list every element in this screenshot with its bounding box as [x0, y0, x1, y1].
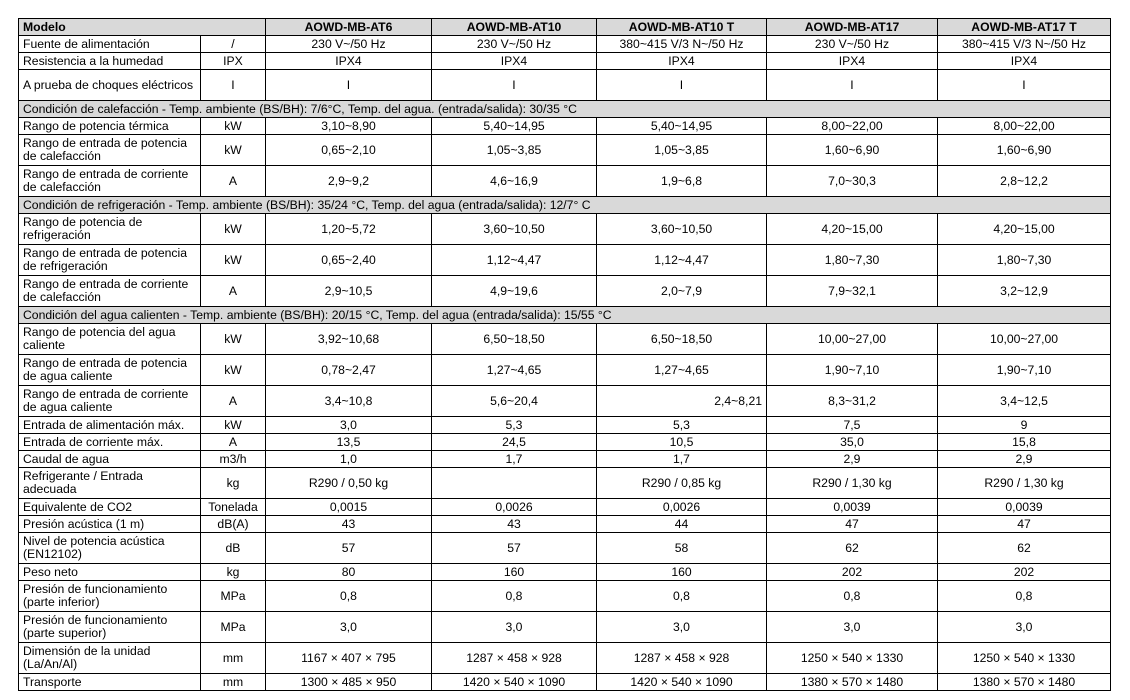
cell-value: 3,4~10,8 — [266, 386, 432, 417]
row-unit: kg — [201, 468, 266, 499]
cell-value: 8,3~31,2 — [767, 386, 938, 417]
model-header: AOWD-MB-AT17 — [767, 19, 938, 36]
row-label: Rango de potencia del agua caliente — [19, 324, 201, 355]
row-unit: kW — [201, 118, 266, 135]
header-row — [19, 19, 1111, 36]
table-row — [19, 355, 1111, 386]
row-label: Equivalente de CO2 — [19, 499, 201, 516]
cell-value: 1,60~6,90 — [767, 135, 938, 166]
row-unit: mm — [201, 674, 266, 691]
cell-value: 1380 × 570 × 1480 — [767, 674, 938, 691]
section-header-row — [19, 101, 1111, 118]
row-unit: dB — [201, 533, 266, 564]
row-label: Caudal de agua — [19, 451, 201, 468]
cell-value — [432, 468, 597, 499]
table-row — [19, 214, 1111, 245]
cell-value: 57 — [266, 533, 432, 564]
cell-value: 24,5 — [432, 434, 597, 451]
cell-value: 1,80~7,30 — [938, 245, 1111, 276]
cell-value: 380~415 V/3 N~/50 Hz — [938, 36, 1111, 53]
row-unit: IPX — [201, 53, 266, 70]
cell-value: 62 — [767, 533, 938, 564]
cell-value: 1,12~4,47 — [597, 245, 767, 276]
cell-value: 3,0 — [767, 612, 938, 643]
cell-value: 5,40~14,95 — [432, 118, 597, 135]
cell-value: 0,8 — [432, 581, 597, 612]
cell-value: 10,5 — [597, 434, 767, 451]
row-label: Presión de funcionamiento (parte superior) — [19, 612, 201, 643]
model-header: AOWD-MB-AT17 T — [938, 19, 1111, 36]
model-header: AOWD-MB-AT10 — [432, 19, 597, 36]
cell-value: 43 — [432, 516, 597, 533]
row-unit: A — [201, 386, 266, 417]
cell-value: IPX4 — [432, 53, 597, 70]
row-unit: MPa — [201, 612, 266, 643]
cell-value: 160 — [597, 564, 767, 581]
table-row — [19, 581, 1111, 612]
model-header: AOWD-MB-AT10 T — [597, 19, 767, 36]
cell-value: 160 — [432, 564, 597, 581]
cell-value: 1,20~5,72 — [266, 214, 432, 245]
cell-value: 47 — [938, 516, 1111, 533]
row-label: Presión de funcionamiento (parte inferior) — [19, 581, 201, 612]
cell-value: 1,60~6,90 — [938, 135, 1111, 166]
table-row — [19, 533, 1111, 564]
cell-value: 1380 × 570 × 1480 — [938, 674, 1111, 691]
table-row — [19, 53, 1111, 70]
cell-value: 0,78~2,47 — [266, 355, 432, 386]
cell-value: 0,8 — [938, 581, 1111, 612]
cell-value: 230 V~/50 Hz — [767, 36, 938, 53]
cell-value: 1,90~7,10 — [767, 355, 938, 386]
row-label: Rango de entrada de corriente de agua caliente — [19, 386, 201, 417]
cell-value: 7,0~30,3 — [767, 166, 938, 197]
row-unit: / — [201, 36, 266, 53]
cell-value: 6,50~18,50 — [597, 324, 767, 355]
cell-value: 0,0026 — [597, 499, 767, 516]
row-unit: A — [201, 166, 266, 197]
cell-value: 47 — [767, 516, 938, 533]
cell-value: 44 — [597, 516, 767, 533]
table-row — [19, 643, 1111, 674]
table-row — [19, 245, 1111, 276]
cell-value: 35,0 — [767, 434, 938, 451]
cell-value: 1,12~4,47 — [432, 245, 597, 276]
cell-value: I — [938, 70, 1111, 101]
cell-value: 1250 × 540 × 1330 — [938, 643, 1111, 674]
cell-value: 1,27~4,65 — [597, 355, 767, 386]
cell-value: 2,9~10,5 — [266, 276, 432, 307]
section-header-row — [19, 197, 1111, 214]
row-label: Refrigerante / Entrada adecuada — [19, 468, 201, 499]
cell-value: I — [597, 70, 767, 101]
table-row — [19, 434, 1111, 451]
cell-value: 5,40~14,95 — [597, 118, 767, 135]
cell-value: 4,20~15,00 — [767, 214, 938, 245]
row-label: Peso neto — [19, 564, 201, 581]
cell-value: 62 — [938, 533, 1111, 564]
cell-value: 7,5 — [767, 417, 938, 434]
row-unit: Tonelada — [201, 499, 266, 516]
row-unit: kW — [201, 135, 266, 166]
row-label: Rango de entrada de corriente de calefacción — [19, 276, 201, 307]
row-unit: I — [201, 70, 266, 101]
cell-value: 10,00~27,00 — [938, 324, 1111, 355]
cell-value: 8,00~22,00 — [938, 118, 1111, 135]
cell-value: 0,8 — [597, 581, 767, 612]
model-header: AOWD-MB-AT6 — [266, 19, 432, 36]
cell-value: 380~415 V/3 N~/50 Hz — [597, 36, 767, 53]
row-label: Rango de potencia de refrigeración — [19, 214, 201, 245]
cell-value: 5,6~20,4 — [432, 386, 597, 417]
cell-value: 2,9 — [938, 451, 1111, 468]
row-unit: mm — [201, 643, 266, 674]
row-label: Rango de entrada de potencia de agua caliente — [19, 355, 201, 386]
section-header-row — [19, 307, 1111, 324]
table-row — [19, 276, 1111, 307]
cell-value: 43 — [266, 516, 432, 533]
cell-value: IPX4 — [767, 53, 938, 70]
table-row — [19, 612, 1111, 643]
cell-value: I — [266, 70, 432, 101]
cell-value: 5,3 — [597, 417, 767, 434]
cell-value: 6,50~18,50 — [432, 324, 597, 355]
row-label: Rango de potencia térmica — [19, 118, 201, 135]
cell-value: 3,2~12,9 — [938, 276, 1111, 307]
cell-value: 202 — [767, 564, 938, 581]
section-title: Condición del agua calienten - Temp. ambiente (BS/BH): 20/15 °C, Temp. del agua (entrada/salida): 15/55 °C — [19, 307, 1111, 324]
cell-value: 8,00~22,00 — [767, 118, 938, 135]
cell-value: 1,9~6,8 — [597, 166, 767, 197]
table-row — [19, 674, 1111, 691]
cell-value: 3,60~10,50 — [432, 214, 597, 245]
cell-value: 1,7 — [597, 451, 767, 468]
cell-value: 3,0 — [432, 612, 597, 643]
cell-value: 1,05~3,85 — [432, 135, 597, 166]
cell-value: 202 — [938, 564, 1111, 581]
row-label: Presión acústica (1 m) — [19, 516, 201, 533]
cell-value: 1,7 — [432, 451, 597, 468]
row-unit: kg — [201, 564, 266, 581]
row-label: Entrada de alimentación máx. — [19, 417, 201, 434]
row-label: Rango de entrada de potencia de calefacción — [19, 135, 201, 166]
table-row — [19, 324, 1111, 355]
cell-value: 4,9~19,6 — [432, 276, 597, 307]
row-unit: dB(A) — [201, 516, 266, 533]
cell-value: 1250 × 540 × 1330 — [767, 643, 938, 674]
cell-value: 2,9 — [767, 451, 938, 468]
cell-value: 3,92~10,68 — [266, 324, 432, 355]
cell-value: 3,0 — [266, 417, 432, 434]
row-unit: kW — [201, 245, 266, 276]
cell-value: R290 / 1,30 kg — [767, 468, 938, 499]
cell-value: IPX4 — [266, 53, 432, 70]
cell-value: 1287 × 458 × 928 — [597, 643, 767, 674]
cell-value: 2,4~8,21 — [597, 386, 767, 417]
row-unit: kW — [201, 324, 266, 355]
row-label: A prueba de choques eléctricos — [19, 70, 201, 101]
cell-value: 1,80~7,30 — [767, 245, 938, 276]
row-unit: A — [201, 434, 266, 451]
table-row — [19, 386, 1111, 417]
cell-value: R290 / 0,50 kg — [266, 468, 432, 499]
cell-value: IPX4 — [597, 53, 767, 70]
cell-value: 80 — [266, 564, 432, 581]
table-row — [19, 564, 1111, 581]
row-label: Rango de entrada de potencia de refrigeración — [19, 245, 201, 276]
cell-value: 230 V~/50 Hz — [266, 36, 432, 53]
row-label: Transporte — [19, 674, 201, 691]
cell-value: R290 / 0,85 kg — [597, 468, 767, 499]
cell-value: IPX4 — [938, 53, 1111, 70]
cell-value: 15,8 — [938, 434, 1111, 451]
row-label: Nivel de potencia acústica (EN12102) — [19, 533, 201, 564]
cell-value: 0,0039 — [938, 499, 1111, 516]
cell-value: 2,8~12,2 — [938, 166, 1111, 197]
cell-value: 1,0 — [266, 451, 432, 468]
cell-value: I — [767, 70, 938, 101]
table-row — [19, 516, 1111, 533]
row-label: Entrada de corriente máx. — [19, 434, 201, 451]
cell-value: 3,0 — [938, 612, 1111, 643]
cell-value: 9 — [938, 417, 1111, 434]
table-row — [19, 118, 1111, 135]
cell-value: 3,10~8,90 — [266, 118, 432, 135]
row-label: Resistencia a la humedad — [19, 53, 201, 70]
cell-value: 0,0015 — [266, 499, 432, 516]
cell-value: 1,90~7,10 — [938, 355, 1111, 386]
cell-value: 0,65~2,10 — [266, 135, 432, 166]
row-label: Fuente de alimentación — [19, 36, 201, 53]
cell-value: 0,0026 — [432, 499, 597, 516]
row-unit: m3/h — [201, 451, 266, 468]
cell-value: 2,0~7,9 — [597, 276, 767, 307]
section-title: Condición de refrigeración - Temp. ambiente (BS/BH): 35/24 °C, Temp. del agua (entrada/salida): 12/7° C — [19, 197, 1111, 214]
cell-value: 4,20~15,00 — [938, 214, 1111, 245]
row-unit: MPa — [201, 581, 266, 612]
row-unit: A — [201, 276, 266, 307]
cell-value: 0,0039 — [767, 499, 938, 516]
cell-value: 2,9~9,2 — [266, 166, 432, 197]
table-row — [19, 70, 1111, 101]
cell-value: 57 — [432, 533, 597, 564]
cell-value: 230 V~/50 Hz — [432, 36, 597, 53]
row-label: Rango de entrada de corriente de calefacción — [19, 166, 201, 197]
cell-value: 5,3 — [432, 417, 597, 434]
cell-value: 3,4~12,5 — [938, 386, 1111, 417]
section-title: Condición de calefacción - Temp. ambiente (BS/BH): 7/6°C, Temp. del agua. (entrada/salida): 30/35 °C — [19, 101, 1111, 118]
row-unit: kW — [201, 417, 266, 434]
cell-value: 1167 × 407 × 795 — [266, 643, 432, 674]
row-unit: kW — [201, 214, 266, 245]
cell-value: 10,00~27,00 — [767, 324, 938, 355]
cell-value: I — [432, 70, 597, 101]
table-row — [19, 135, 1111, 166]
row-label: Dimensión de la unidad (La/An/Al) — [19, 643, 201, 674]
cell-value: 4,6~16,9 — [432, 166, 597, 197]
cell-value: 1420 × 540 × 1090 — [432, 674, 597, 691]
cell-value: 3,60~10,50 — [597, 214, 767, 245]
row-unit: kW — [201, 355, 266, 386]
cell-value: 1300 × 485 × 950 — [266, 674, 432, 691]
cell-value: 58 — [597, 533, 767, 564]
cell-value: 13,5 — [266, 434, 432, 451]
cell-value: 1,27~4,65 — [432, 355, 597, 386]
cell-value: R290 / 1,30 kg — [938, 468, 1111, 499]
table-row — [19, 468, 1111, 499]
cell-value: 7,9~32,1 — [767, 276, 938, 307]
cell-value: 3,0 — [266, 612, 432, 643]
cell-value: 0,65~2,40 — [266, 245, 432, 276]
cell-value: 1287 × 458 × 928 — [432, 643, 597, 674]
table-row — [19, 417, 1111, 434]
table-row — [19, 451, 1111, 468]
model-header: Modelo — [19, 19, 266, 36]
table-row — [19, 36, 1111, 53]
table-row — [19, 166, 1111, 197]
cell-value: 1,05~3,85 — [597, 135, 767, 166]
table-row — [19, 499, 1111, 516]
cell-value: 1420 × 540 × 1090 — [597, 674, 767, 691]
cell-value: 0,8 — [266, 581, 432, 612]
cell-value: 3,0 — [597, 612, 767, 643]
spec-table — [18, 18, 1111, 691]
cell-value: 0,8 — [767, 581, 938, 612]
